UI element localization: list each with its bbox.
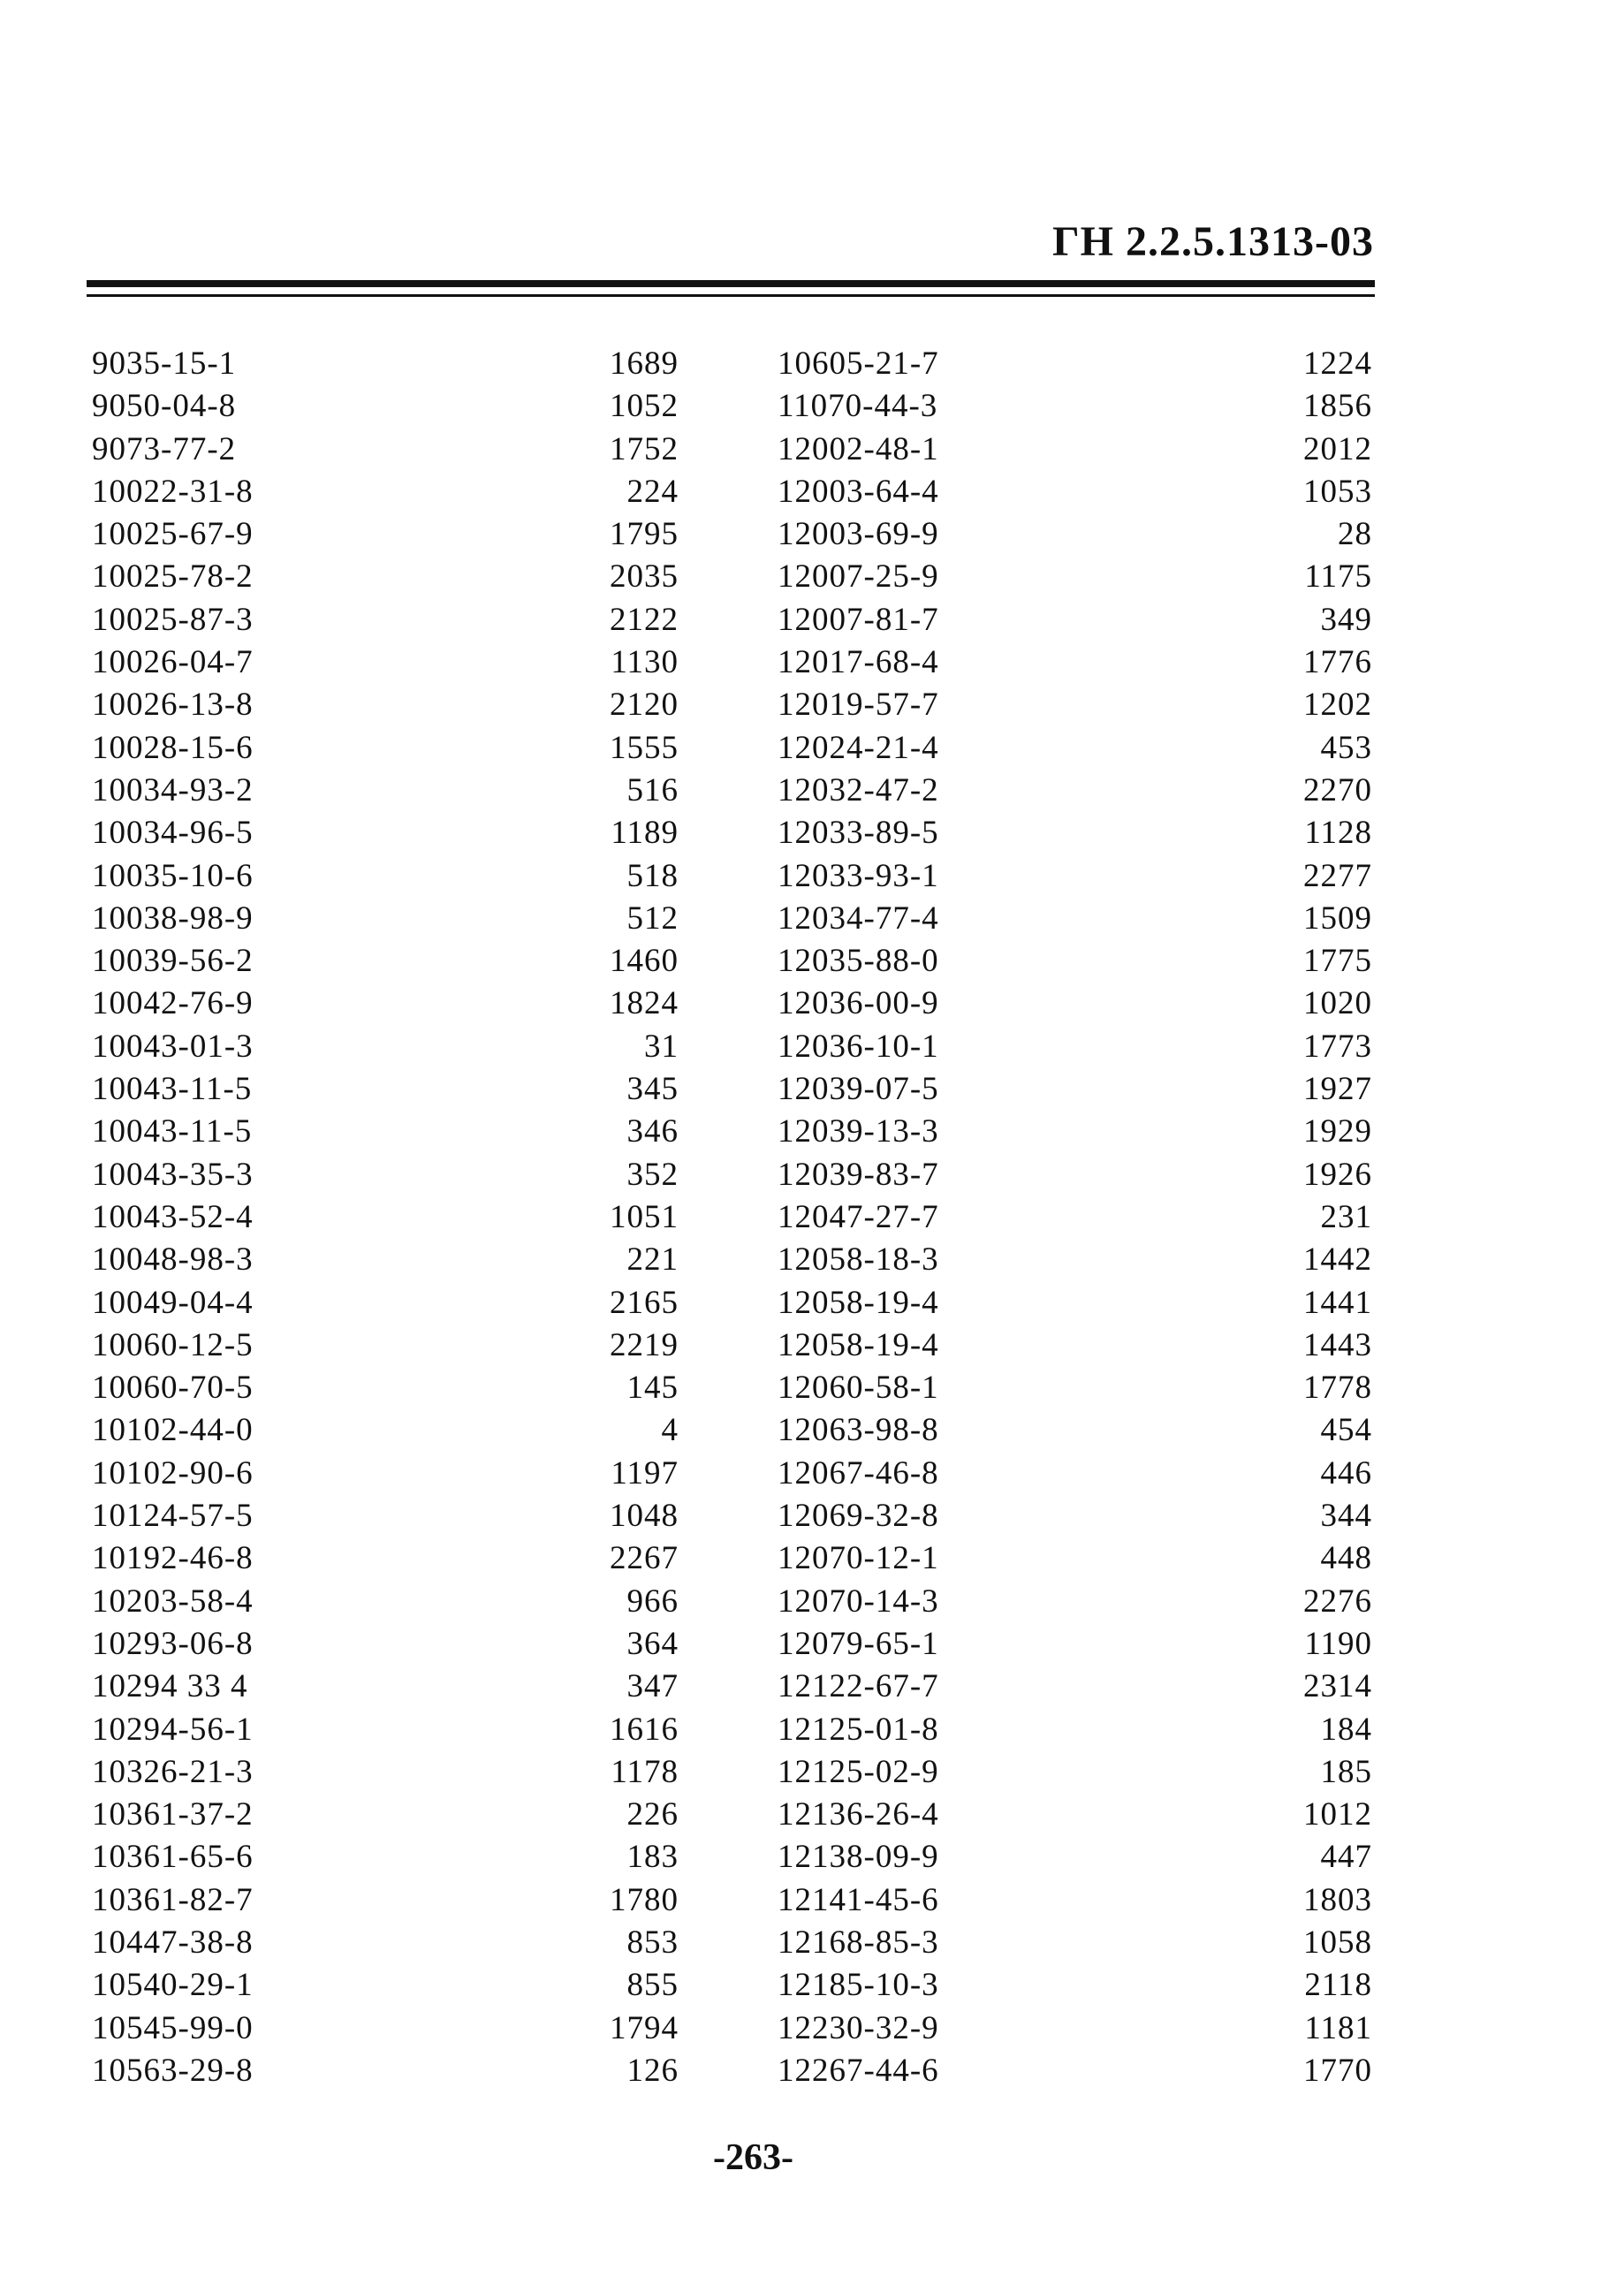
cas-number-left: 10102-90-6	[92, 1454, 254, 1491]
index-number-left: 516	[626, 771, 679, 808]
cas-number-right: 12039-07-5	[778, 1071, 939, 1108]
table-row	[0, 641, 1624, 684]
index-number-right: 1770	[1303, 2052, 1372, 2089]
index-number-right: 1202	[1303, 687, 1372, 724]
cas-number-right: 12125-02-9	[778, 1753, 939, 1790]
index-number-left: 1130	[611, 644, 679, 681]
index-number-right: 1224	[1303, 345, 1372, 382]
cas-number-left: 10043-01-3	[92, 1028, 254, 1065]
cas-number-left: 10102-44-0	[92, 1412, 254, 1449]
index-number-left: 1048	[610, 1498, 679, 1535]
index-number-right: 2270	[1303, 771, 1372, 808]
table-row	[0, 1068, 1624, 1111]
index-number-left: 347	[626, 1668, 679, 1705]
table-row	[0, 471, 1624, 513]
index-number-left: 2035	[610, 558, 679, 596]
cas-number-left: 10326-21-3	[92, 1753, 254, 1790]
table-row	[0, 1367, 1624, 1409]
index-number-left: 2120	[610, 687, 679, 724]
cas-number-left: 10540-29-1	[92, 1967, 254, 2004]
cas-number-left: 10361-65-6	[92, 1839, 254, 1876]
cas-number-left: 10028-15-6	[92, 729, 254, 766]
cas-number-right: 12079-65-1	[778, 1625, 939, 1662]
table-row	[0, 599, 1624, 641]
index-number-left: 4	[661, 1412, 679, 1449]
page-number: -263-	[713, 2137, 793, 2178]
header-rule-thick	[87, 280, 1375, 287]
table-row	[0, 1196, 1624, 1239]
table-row	[0, 1751, 1624, 1794]
index-number-right: 2314	[1303, 1668, 1372, 1705]
cas-number-right: 12039-13-3	[778, 1113, 939, 1150]
cas-number-right: 12122-67-7	[778, 1668, 939, 1705]
index-number-left: 1795	[610, 516, 679, 553]
index-number-left: 853	[626, 1924, 679, 1961]
cas-number-left: 10043-52-4	[92, 1198, 254, 1235]
cas-number-right: 12039-83-7	[778, 1156, 939, 1193]
cas-number-left: 10043-11-5	[92, 1113, 253, 1150]
index-number-right: 453	[1320, 729, 1372, 766]
table-row	[0, 727, 1624, 770]
cas-number-right: 12230-32-9	[778, 2009, 939, 2046]
index-number-left: 1555	[610, 729, 679, 766]
index-number-left: 183	[626, 1839, 679, 1876]
table-row	[0, 1709, 1624, 1751]
index-number-left: 2219	[610, 1326, 679, 1363]
index-number-right: 448	[1320, 1540, 1372, 1577]
table-row	[0, 983, 1624, 1025]
index-number-right: 1926	[1303, 1156, 1372, 1193]
cas-number-left: 10447-38-8	[92, 1924, 254, 1961]
cas-number-right: 12019-57-7	[778, 687, 939, 724]
table-row	[0, 429, 1624, 471]
table-row	[0, 812, 1624, 854]
index-number-left: 1052	[610, 388, 679, 425]
index-number-left: 966	[626, 1583, 679, 1620]
cas-number-left: 10294-56-1	[92, 1711, 254, 1748]
index-number-left: 1616	[610, 1711, 679, 1748]
cas-number-left: 10039-56-2	[92, 943, 254, 980]
header-rule-thin	[87, 294, 1375, 297]
cas-number-left: 10035-10-6	[92, 857, 254, 894]
index-number-right: 1773	[1303, 1028, 1372, 1065]
cas-number-right: 12063-98-8	[778, 1412, 939, 1449]
index-number-left: 126	[626, 2052, 679, 2089]
index-number-left: 364	[626, 1625, 679, 1662]
index-number-left: 1689	[610, 345, 679, 382]
index-number-right: 1190	[1304, 1625, 1372, 1662]
cas-number-left: 10038-98-9	[92, 899, 254, 937]
table-row	[0, 1111, 1624, 1153]
index-number-right: 1775	[1303, 943, 1372, 980]
table-row	[0, 1964, 1624, 2007]
cas-number-left: 10048-98-3	[92, 1241, 254, 1279]
table-row	[0, 1282, 1624, 1324]
cas-number-left: 10043-11-5	[92, 1071, 253, 1108]
cas-number-left: 10025-87-3	[92, 601, 254, 638]
index-number-right: 2118	[1304, 1967, 1372, 2004]
index-number-left: 2267	[610, 1540, 679, 1577]
table-row	[0, 1154, 1624, 1196]
cas-number-right: 12002-48-1	[778, 430, 939, 467]
index-number-right: 2276	[1303, 1583, 1372, 1620]
index-number-right: 1128	[1304, 815, 1372, 852]
cas-number-left: 10124-57-5	[92, 1498, 254, 1535]
index-number-right: 28	[1338, 516, 1372, 553]
index-number-right: 1443	[1303, 1326, 1372, 1363]
cas-number-left: 10361-37-2	[92, 1796, 254, 1833]
cas-number-right: 12070-12-1	[778, 1540, 939, 1577]
cas-index-table	[0, 343, 1624, 2092]
cas-number-right: 12017-68-4	[778, 644, 939, 681]
index-number-left: 226	[626, 1796, 679, 1833]
cas-number-right: 12058-18-3	[778, 1241, 939, 1279]
table-row	[0, 1239, 1624, 1281]
cas-number-left: 10043-35-3	[92, 1156, 254, 1193]
cas-number-right: 12007-25-9	[778, 558, 939, 596]
index-number-left: 346	[626, 1113, 679, 1150]
cas-number-left: 10545-99-0	[92, 2009, 254, 2046]
index-number-left: 1189	[611, 815, 679, 852]
index-number-right: 446	[1320, 1454, 1372, 1491]
index-number-right: 1856	[1303, 388, 1372, 425]
cas-number-right: 10605-21-7	[778, 345, 939, 382]
index-number-right: 231	[1320, 1198, 1372, 1235]
index-number-right: 2277	[1303, 857, 1372, 894]
cas-number-left: 10294 33 4	[92, 1668, 248, 1705]
cas-number-left: 10361-82-7	[92, 1881, 254, 1918]
index-number-right: 1803	[1303, 1881, 1372, 1918]
table-row	[0, 1922, 1624, 1964]
table-row	[0, 1623, 1624, 1666]
cas-number-left: 10026-13-8	[92, 687, 254, 724]
table-row	[0, 1495, 1624, 1537]
cas-number-left: 10022-31-8	[92, 473, 254, 510]
index-number-right: 2012	[1303, 430, 1372, 467]
index-number-left: 1824	[610, 985, 679, 1022]
cas-number-right: 12185-10-3	[778, 1967, 939, 2004]
index-number-left: 1460	[610, 943, 679, 980]
cas-number-left: 10034-96-5	[92, 815, 254, 852]
table-row	[0, 770, 1624, 812]
index-number-right: 1012	[1303, 1796, 1372, 1833]
cas-number-right: 12034-77-4	[778, 899, 939, 937]
document-code: ГН 2.2.5.1313-03	[1052, 218, 1374, 265]
index-number-right: 184	[1320, 1711, 1372, 1748]
cas-number-left: 10563-29-8	[92, 2052, 254, 2089]
cas-number-right: 12024-21-4	[778, 729, 939, 766]
cas-number-right: 12070-14-3	[778, 1583, 939, 1620]
cas-number-right: 12003-64-4	[778, 473, 939, 510]
table-row	[0, 855, 1624, 898]
table-row	[0, 1453, 1624, 1495]
index-number-right: 1058	[1303, 1924, 1372, 1961]
table-row	[0, 940, 1624, 983]
cas-number-left: 10203-58-4	[92, 1583, 254, 1620]
table-row	[0, 1879, 1624, 1922]
index-number-right: 1509	[1303, 899, 1372, 937]
table-row	[0, 385, 1624, 428]
index-number-right: 1053	[1303, 473, 1372, 510]
cas-number-right: 12067-46-8	[778, 1454, 939, 1491]
cas-number-right: 12069-32-8	[778, 1498, 939, 1535]
index-number-right: 1175	[1304, 558, 1372, 596]
index-number-right: 1181	[1304, 2009, 1372, 2046]
index-number-left: 31	[644, 1028, 679, 1065]
index-number-right: 1020	[1303, 985, 1372, 1022]
table-row	[0, 1409, 1624, 1452]
table-row	[0, 1581, 1624, 1623]
cas-number-right: 12141-45-6	[778, 1881, 939, 1918]
index-number-left: 512	[626, 899, 679, 937]
index-number-left: 2122	[610, 601, 679, 638]
table-row	[0, 1666, 1624, 1708]
table-row	[0, 1537, 1624, 1580]
index-number-left: 1197	[611, 1454, 679, 1491]
cas-number-right: 12007-81-7	[778, 601, 939, 638]
index-number-right: 1442	[1303, 1241, 1372, 1279]
cas-number-right: 12138-09-9	[778, 1839, 939, 1876]
index-number-left: 224	[626, 473, 679, 510]
cas-number-right: 12267-44-6	[778, 2052, 939, 2089]
table-row	[0, 343, 1624, 385]
table-row	[0, 2050, 1624, 2092]
cas-number-left: 9050-04-8	[92, 388, 237, 425]
cas-number-left: 10192-46-8	[92, 1540, 254, 1577]
index-number-left: 1178	[611, 1753, 679, 1790]
table-row	[0, 1324, 1624, 1367]
table-row	[0, 2008, 1624, 2050]
index-number-left: 352	[626, 1156, 679, 1193]
index-number-left: 145	[626, 1370, 679, 1407]
table-row	[0, 898, 1624, 940]
cas-number-left: 10025-78-2	[92, 558, 254, 596]
cas-number-left: 10060-70-5	[92, 1370, 254, 1407]
table-row	[0, 1794, 1624, 1836]
cas-number-right: 12060-58-1	[778, 1370, 939, 1407]
cas-number-right: 12035-88-0	[778, 943, 939, 980]
cas-number-left: 10025-67-9	[92, 516, 254, 553]
cas-number-right: 12047-27-7	[778, 1198, 939, 1235]
cas-number-left: 9073-77-2	[92, 430, 237, 467]
cas-number-left: 10049-04-4	[92, 1284, 254, 1321]
table-row	[0, 556, 1624, 598]
index-number-left: 1051	[610, 1198, 679, 1235]
cas-number-left: 10293-06-8	[92, 1625, 254, 1662]
cas-number-right: 11070-44-3	[778, 388, 938, 425]
table-row	[0, 513, 1624, 556]
cas-number-right: 12136-26-4	[778, 1796, 939, 1833]
table-row	[0, 684, 1624, 726]
cas-number-right: 12033-93-1	[778, 857, 939, 894]
index-number-right: 1927	[1303, 1071, 1372, 1108]
cas-number-right: 12036-10-1	[778, 1028, 939, 1065]
cas-number-right: 12058-19-4	[778, 1284, 939, 1321]
cas-number-left: 10042-76-9	[92, 985, 254, 1022]
index-number-right: 1441	[1303, 1284, 1372, 1321]
index-number-right: 344	[1320, 1498, 1372, 1535]
index-number-left: 855	[626, 1967, 679, 2004]
index-number-left: 221	[626, 1241, 679, 1279]
index-number-right: 1778	[1303, 1370, 1372, 1407]
index-number-left: 1780	[610, 1881, 679, 1918]
index-number-right: 447	[1320, 1839, 1372, 1876]
table-row	[0, 1836, 1624, 1879]
cas-number-right: 12003-69-9	[778, 516, 939, 553]
index-number-right: 349	[1320, 601, 1372, 638]
index-number-right: 185	[1320, 1753, 1372, 1790]
index-number-right: 454	[1320, 1412, 1372, 1449]
cas-number-left: 10060-12-5	[92, 1326, 254, 1363]
table-row	[0, 1026, 1624, 1068]
cas-number-left: 10034-93-2	[92, 771, 254, 808]
cas-number-right: 12168-85-3	[778, 1924, 939, 1961]
index-number-left: 518	[626, 857, 679, 894]
cas-number-left: 9035-15-1	[92, 345, 237, 382]
cas-number-right: 12032-47-2	[778, 771, 939, 808]
index-number-right: 1776	[1303, 644, 1372, 681]
cas-number-left: 10026-04-7	[92, 644, 254, 681]
index-number-left: 1794	[610, 2009, 679, 2046]
cas-number-right: 12058-19-4	[778, 1326, 939, 1363]
cas-number-right: 12125-01-8	[778, 1711, 939, 1748]
cas-number-right: 12033-89-5	[778, 815, 939, 852]
index-number-left: 1752	[610, 430, 679, 467]
cas-number-right: 12036-00-9	[778, 985, 939, 1022]
index-number-left: 345	[626, 1071, 679, 1108]
index-number-left: 2165	[610, 1284, 679, 1321]
index-number-right: 1929	[1303, 1113, 1372, 1150]
